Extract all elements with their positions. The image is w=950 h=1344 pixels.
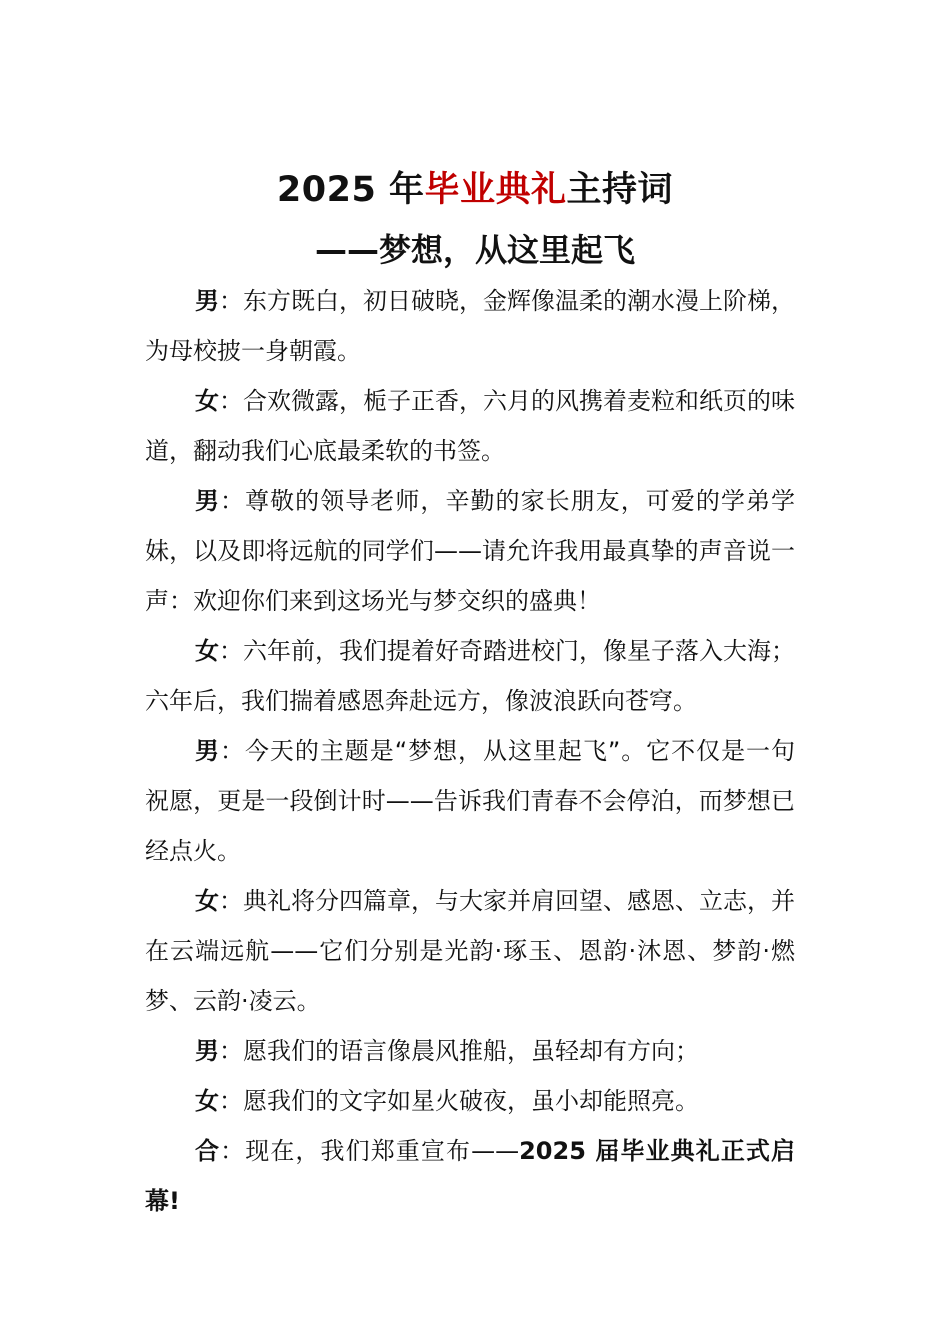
speaker-label: 男 [195, 1037, 219, 1065]
paragraph-text: 今天的主题是“梦想，从这里起飞”。它不仅是一句祝愿，更是一段倒计时——告诉我们青春不会停泊，而梦想已经点火。 [145, 737, 796, 865]
speaker-separator: ： [219, 387, 243, 415]
paragraph-text: 东方既白，初日破晓，金辉像温柔的潮水漫上阶梯，为母校披一身朝霞。 [145, 287, 795, 365]
speaker-label: 合 [195, 1137, 221, 1165]
dialogue-paragraph [145, 476, 795, 626]
speaker-label: 男 [195, 287, 219, 315]
speaker-separator: ： [219, 637, 243, 665]
document-subtitle: ——梦想，从这里起飞 [314, 231, 635, 269]
title-accent: 毕业典礼 [424, 170, 567, 210]
speaker-label: 男 [195, 737, 220, 765]
paragraph-text: 尊敬的领导老师，辛勤的家长朋友，可爱的学弟学妹，以及即将远航的同学们——请允许我用最真挚的声音说一声：欢迎你们来到这场光与梦交织的盛典！ [145, 487, 796, 615]
speaker-separator: ： [219, 287, 243, 315]
document-body [145, 276, 795, 1226]
closing-announcement: 2025 届毕业典礼正式启幕! [145, 1137, 796, 1215]
title-prefix: 2025 年 [276, 170, 425, 210]
dialogue-paragraph [145, 876, 795, 1026]
dialogue-paragraph [145, 1026, 795, 1076]
speaker-label: 女 [195, 1087, 219, 1115]
speaker-label: 女 [195, 387, 219, 415]
paragraph-text: 愿我们的文字如星火破夜，虽小却能照亮。 [243, 1087, 699, 1115]
paragraph-text: 愿我们的语言像晨风推船，虽轻却有方向； [243, 1037, 699, 1065]
speaker-separator: ： [219, 1087, 243, 1115]
dialogue-paragraph [145, 1076, 795, 1126]
paragraph-text: 合欢微露，栀子正香，六月的风携着麦粒和纸页的味道，翻动我们心底最柔软的书签。 [145, 387, 795, 465]
dialogue-paragraph [145, 726, 795, 876]
speaker-label: 女 [195, 637, 219, 665]
title-suffix: 主持词 [566, 170, 674, 210]
speaker-separator: ： [219, 737, 245, 765]
paragraph-text: 典礼将分四篇章，与大家并肩回望、感恩、立志，并在云端远航——它们分别是光韵·琢玉、恩韵·沐恩、梦韵·燃梦、云韵·凌云。 [145, 887, 795, 1015]
speaker-label: 女 [195, 887, 219, 915]
dialogue-paragraph [145, 276, 795, 376]
speaker-label: 男 [195, 487, 221, 515]
closing-paragraph [145, 1126, 795, 1226]
dialogue-paragraph [145, 376, 795, 476]
speaker-separator: ： [219, 1037, 243, 1065]
document-title [0, 165, 950, 215]
paragraph-text: 现在，我们郑重宣布—— [245, 1137, 520, 1165]
dialogue-paragraph [145, 626, 795, 726]
speaker-separator: ： [219, 887, 243, 915]
paragraph-text: 六年前，我们提着好奇踏进校门，像星子落入大海；六年后，我们揣着感恩奔赴远方，像波浪跃向苍穹。 [145, 637, 795, 715]
speaker-separator: ： [220, 487, 246, 515]
speaker-separator: ： [220, 1137, 246, 1165]
